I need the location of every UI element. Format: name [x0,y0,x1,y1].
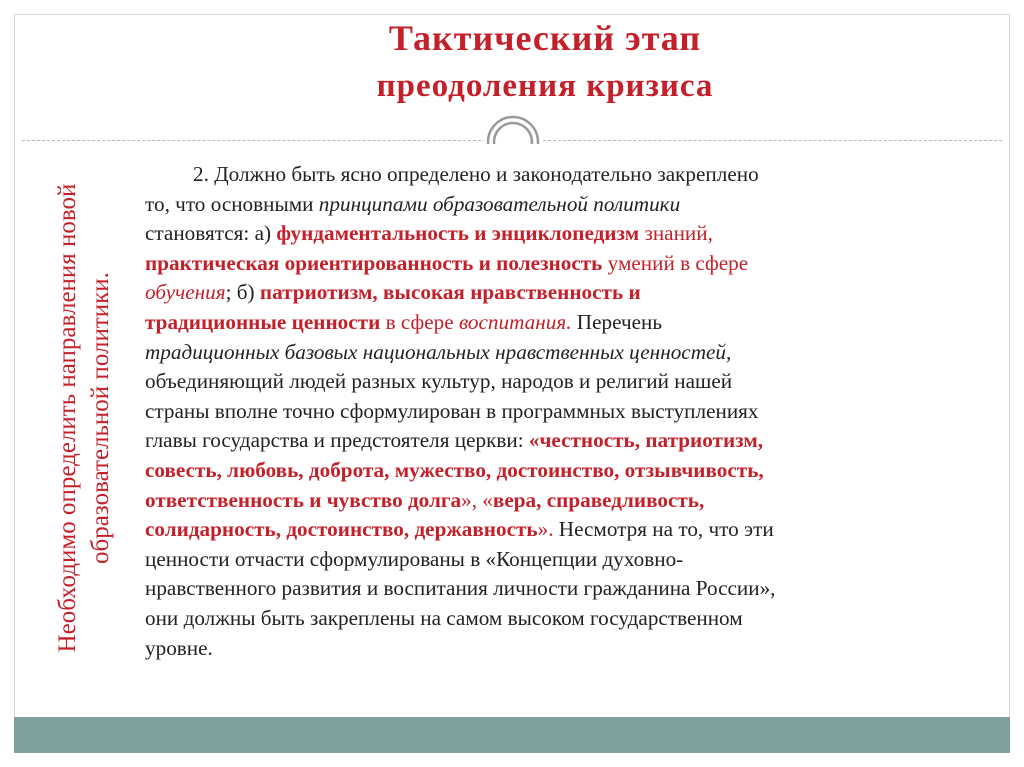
text-run: Перечень [571,309,663,334]
highlight-bold: ответственность и чувство долга [145,487,462,512]
highlight-bold: практическая ориентированность и полезность [145,250,603,275]
text-run-italic: принципами образовательной политики [318,191,681,216]
highlight-text: ». [537,517,554,542]
side-caption-line-1: Необходимо определить направления новой [54,183,81,653]
side-caption [51,108,117,728]
title-line-2: преодоления кризиса [376,68,714,104]
highlight-italic: обучения [145,280,226,305]
highlight-bold: вера, справедливость, [492,487,705,512]
highlight-text: умений в сфере [602,250,749,275]
slide-title [150,14,940,110]
highlight-text: в сфере [380,309,459,334]
body-text [145,160,975,663]
text-run-italic: традиционных базовых национальных нравственных ценностей [145,339,727,364]
highlight-bold: фундаментальность и энциклопедизм [276,221,640,246]
bottom-bar [14,717,1010,753]
text-run: то, что основными [145,191,319,216]
text-run: объединяющий людей разных культур, народов и религий нашей [145,369,733,394]
highlight-bold: солидарность, достоинство, державность [145,517,538,542]
highlight-text: », « [461,487,493,512]
highlight-bold: традиционные ценности [145,309,381,334]
text-run: они должны быть закреплены на самом высоком государственном [145,605,743,630]
highlight-bold: совесть, любовь, доброта, мужество, достоинство, отзывчивость, [145,457,764,482]
text-run: нравственного развития и воспитания личности гражданина России», [145,576,776,601]
text-run: Несмотря на то, что эти [553,517,774,542]
text-run: уровне. [145,635,213,660]
highlight-bold: патриотизм, высокая нравственность и [259,280,641,305]
side-caption-line-2: образовательной политики. [87,272,114,564]
text-run: становятся: а) [145,221,277,246]
highlight-bold: «честность, патриотизм, [528,428,764,453]
text-run: , [726,339,732,364]
highlight-text: знаний, [639,221,713,246]
text-run: главы государства и предстоятеля церкви: [145,428,529,453]
title-line-1: Тактический этап [388,18,702,58]
highlight-italic: воспитания. [458,309,572,334]
text-run: страны вполне точно сформулирован в программных выступлениях [145,398,759,423]
text-run: ценности отчасти сформулированы в «Концепции духовно- [145,546,684,571]
text-run: 2. Должно быть ясно определено и законодательно закреплено [193,162,759,186]
text-run: ; б) [225,280,260,305]
